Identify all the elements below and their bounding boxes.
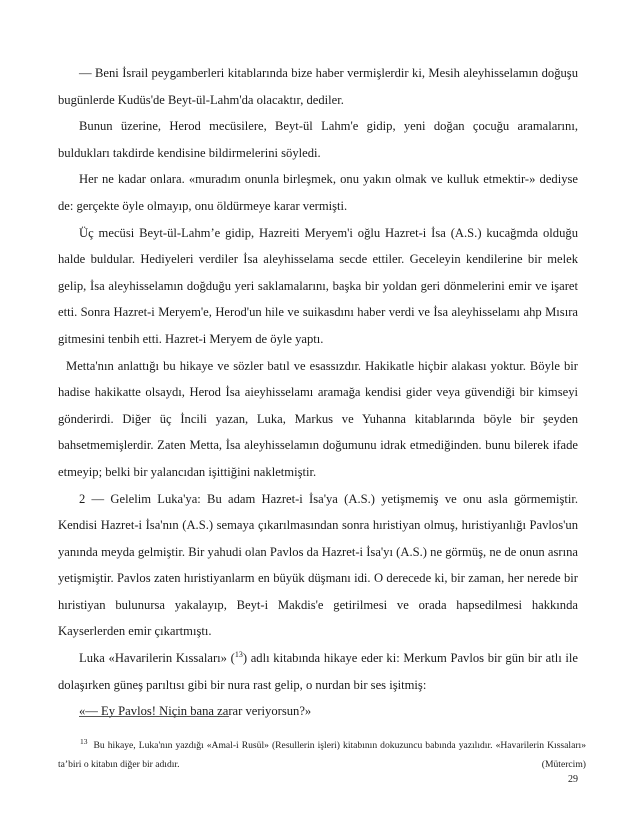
paragraph: «— Ey Pavlos! Niçin bana zarar veriyorsun?» — [79, 704, 312, 719]
paragraph-with-footnote — [58, 645, 578, 698]
paragraph: Üç mecüsi Beyt-ül-Lahm’e gidip, Hazreiti Meryem'i oğlu Hazret-i İsa (A.S.) kucağmda olduğu halde buldular. Hediyeleri verdiler İsa aleyhisselama secde ettiler. Geceleyin kendilerine bir melek gelip, İsa aleyhisselamın doğduğu yeri saklamalarını, başka bir yoldan geri dönmelerini emir ve işaret etti. Sonra Hazret-i Meryem'e, Herod'un hile ve suikasdını haber verdi ve İsa aleyhisselamı ahp Mısıra gitmesini tenbih etti. Hazret-i Meryem de öyle yaptı. — [58, 225, 578, 346]
paragraph: Her ne kadar onlara. «muradım onunla birleşmek, onu yakın olmak ve kulluk etmektir-» dediyse de: gerçekte öyle olmayıp, onu öldürmeye karar vermişti. — [58, 172, 578, 213]
footnote-reference[interactable]: 13 — [234, 649, 243, 659]
footnote-text: Bu hikaye, Luka'nın yazdığı «Amal-i Rusül» (Resullerin işleri) kitabının dokuzuncu babında yazılıdır. «Havarilerin Kıssaları» ta’biri o kitabın diğer bir adıdır. — [58, 740, 586, 770]
body-text — [58, 60, 578, 725]
paragraph: 2 — Gelelim Luka'ya: Bu adam Hazret-i İsa'ya (A.S.) yetişmemiş ve onu asla görmemiştir. Kendisi Hazret-i İsa'nın (A.S.) semaya çıkarılmasından sonra hıristiyan olmuş, hıristiyanlığı Pavlos'un yanında meyda gelmiştir. Bir yahudi olan Pavlos da Hazret-i İsa'yı (A.S.) ne görmüş, ne de onun asrına yetişmiştir. Pavlos zaten hıristiyanlarm en büyük düşmanı idi. O derecede ki, bir zaman, her nerede bir hıristiyan bulunursa yakalayıp, Beyt-i Makdis'e getirilmesi ve orada hapsedilmesi hakkında Kayserlerden emir çıkartmıştı. — [58, 491, 578, 639]
paragraph: Bunun üzerine, Herod mecüsilere, Beyt-ül Lahm'e gidip, yeni doğan çocuğu aramalarını, buldukları takdirde kendisine bildirmelerini söyledi. — [58, 119, 578, 160]
footnote-separator — [79, 716, 229, 717]
footnote: 13 Bu hikaye, Luka'nın yazdığı «Amal-i Rusül» (Resullerin işleri) kitabının dokuzuncu babında yazılıdır. «Havarilerin Kıssaları» ta’biri o kitabın diğer bir adıdır. (Mütercim) — [58, 736, 586, 774]
paragraph: — Beni İsrail peygamberleri kitablarında bize haber vermişlerdir ki, Mesih aleyhisselamın doğuşu bugünlerde Kudüs'de Beyt-ül-Lahm'da olacaktır, dediler. — [58, 66, 578, 107]
paragraph: Metta'nın anlattığı bu hikaye ve sözler batıl ve esassızdır. Hakikatle hiçbir alakası yoktur. Böyle bir hadise hakikatte olsaydı, Herod İsa aieyhisselamı aramağa kendisi gider veya güvendiği bir kimseyi gönderirdi. Diğer üç İncili yazan, Luka, Markus ve Yuhanna kitablarında böyle bir şeyden bahsetmemişlerdir. Zaten Metta, İsa aleyhisselamın doğumunu idrak etmediğinden. bunu bilerek ifade etmeyip; belki bir yalancıdan işittiğini nakletmiştir. — [58, 358, 578, 479]
translator-note: (Mütercim) — [541, 759, 586, 770]
paragraph-text-start: Luka «Havarilerin Kıssaları» ( — [79, 651, 235, 666]
page-number: 29 — [568, 774, 578, 785]
paragraph-text-end: ) adlı kitabında hikaye eder ki: Merkum Pavlos bir gün bir atlı ile dolaşırken güneş parıltısı gibi bir nura rast gelip, o nurdan bir ses işitmiş: — [58, 651, 579, 692]
